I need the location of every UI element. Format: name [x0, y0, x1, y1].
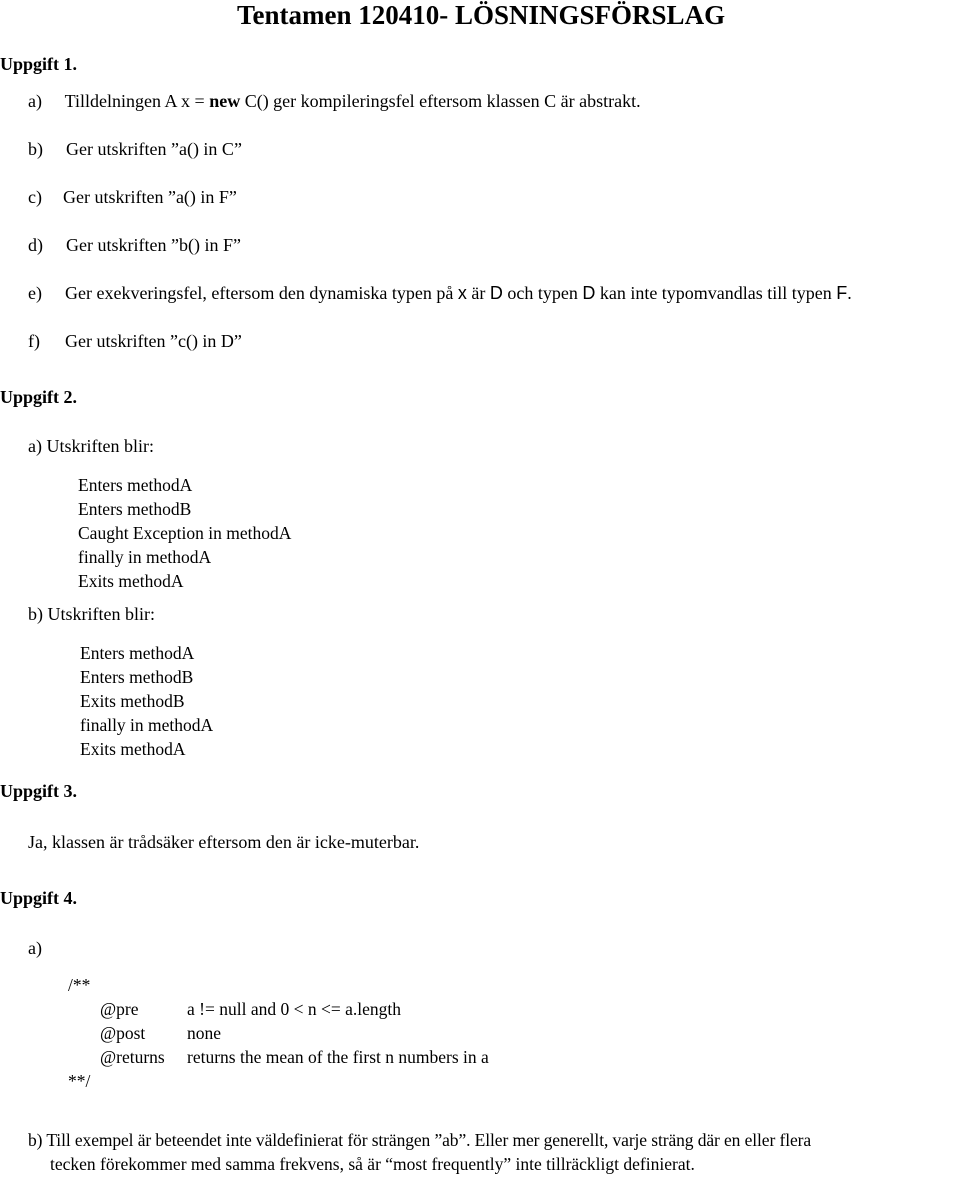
task1-e-text-5: .	[847, 283, 852, 303]
task1-f-label: f)	[28, 331, 40, 351]
task1-e-type-d-2: D	[582, 283, 596, 303]
output-line: Enters methodA	[80, 643, 195, 663]
task1-c-text: Ger utskriften ”a() in F”	[62, 187, 237, 207]
task1-c	[28, 187, 237, 208]
output-line: Enters methodB	[80, 667, 194, 687]
task4-b-line2: tecken förekommer med samma frekvens, så är “most frequently” inte tillräckligt definierat.	[50, 1154, 695, 1174]
task1-e-var-x: x	[457, 283, 467, 303]
output-line: finally in methodA	[78, 547, 212, 567]
output-line: Enters methodA	[78, 475, 193, 495]
task3-answer: Ja, klassen är trådsäker eftersom den är icke-muterbar.	[28, 832, 420, 852]
task3-heading: Uppgift 3.	[0, 781, 78, 801]
task1-e-text-2: är	[466, 283, 490, 303]
output-line: Exits methodB	[80, 691, 185, 711]
task1-a-pre: Tilldelningen A x =	[64, 91, 210, 111]
comment-open: /**	[68, 975, 91, 995]
task1-e-text-4: kan inte typomvandlas till typen	[595, 283, 837, 303]
javadoc-desc-post: none	[187, 1023, 222, 1043]
task1-a	[28, 91, 641, 112]
task4-a-label: a)	[28, 938, 42, 958]
task1-f-text: Ger utskriften ”c() in D”	[65, 331, 242, 351]
javadoc-tag-post: @post	[100, 1023, 146, 1043]
page-title: Tentamen 120410- LÖSNINGSFÖRSLAG	[237, 0, 726, 30]
task1-b-text: Ger utskriften ”a() in C”	[66, 139, 242, 159]
output-line: Enters methodB	[78, 499, 192, 519]
output-line: Caught Exception in methodA	[78, 523, 292, 543]
task1-b	[28, 139, 242, 160]
task2-a-intro: a) Utskriften blir:	[28, 436, 154, 456]
task1-heading: Uppgift 1.	[0, 54, 78, 74]
task1-a-label: a)	[28, 91, 42, 111]
task4-heading: Uppgift 4.	[0, 888, 78, 908]
task1-a-keyword: new	[209, 91, 241, 111]
javadoc-desc-pre: a != null and 0 < n <= a.length	[187, 999, 401, 1019]
task1-e-text-1: Ger exekveringsfel, eftersom den dynamiska typen på	[64, 283, 458, 303]
task1-b-label: b)	[28, 139, 43, 159]
javadoc-tag-pre: @pre	[100, 999, 139, 1019]
output-line: Exits methodA	[80, 739, 186, 759]
task1-e-type-d-1: D	[489, 283, 503, 303]
task2-b-output	[80, 641, 213, 761]
comment-close: **/	[68, 1071, 91, 1091]
task1-e-label: e)	[28, 283, 42, 303]
output-line: Exits methodA	[78, 571, 184, 591]
javadoc-tag-returns: @returns	[100, 1047, 165, 1067]
task1-e-text-3: och typen	[502, 283, 583, 303]
task1-f	[28, 331, 242, 352]
task2-a-output	[78, 473, 291, 593]
task1-d-text: Ger utskriften ”b() in F”	[66, 235, 241, 255]
output-line: finally in methodA	[80, 715, 214, 735]
task1-e-type-f: F	[836, 283, 848, 303]
task1-a-post: C() ger kompileringsfel eftersom klassen C är abstrakt.	[240, 91, 641, 111]
task1-d	[28, 235, 241, 256]
task1-e	[28, 283, 852, 304]
task1-c-label: c)	[28, 187, 42, 207]
task4-b-line1: b) Till exempel är beteendet inte väldefinierat för strängen ”ab”. Eller mer generellt, varje sträng där en eller flera	[28, 1130, 812, 1150]
task1-d-label: d)	[28, 235, 43, 255]
task2-b-intro: b) Utskriften blir:	[28, 604, 155, 624]
task2-heading: Uppgift 2.	[0, 387, 78, 407]
javadoc-desc-returns: returns the mean of the first n numbers in a	[187, 1047, 489, 1067]
